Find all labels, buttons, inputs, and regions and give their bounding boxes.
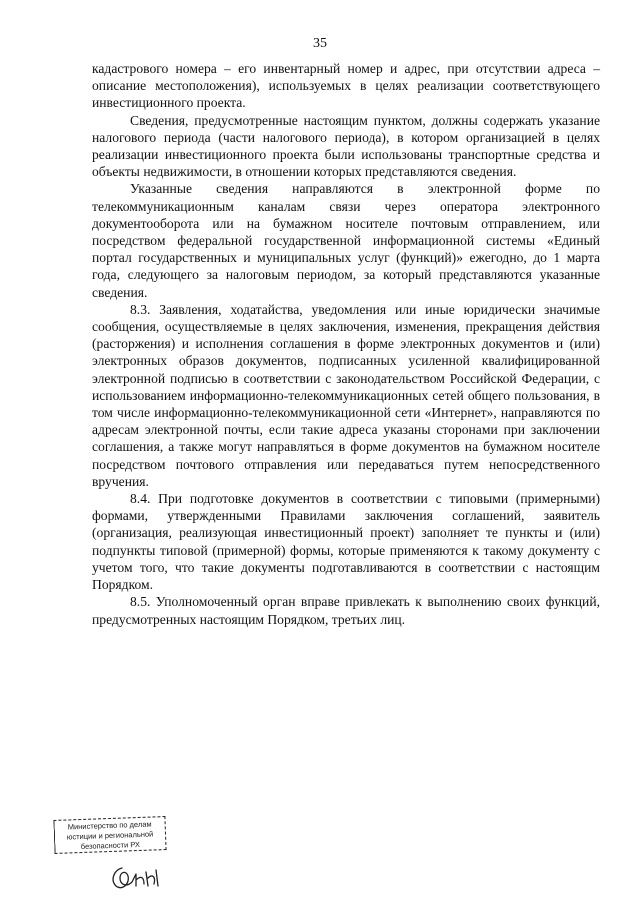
stamp-line-1: Министерство по делам: [67, 819, 152, 832]
paragraph-submission-channels: Указанные сведения направляются в электронной форме по телекоммуникационным каналам связи через оператора электронного документооборота или на бумажном носителе почтовым отправлением, или посредством федеральной государственной информационной системы «Единый портал государственных и муниципальных услуг (функций)» ежегодно, до 1 марта года, следующего за налоговым периодом, за который представляются указанные сведения.: [92, 181, 600, 300]
handwritten-signature: [108, 862, 164, 892]
stamp-line-2: юстиции и региональной: [66, 829, 154, 842]
paragraph-continuation: кадастрового номера – его инвентарный номер и адрес, при отсутствии адреса – описание местоположения), используемых в целях реализации соответствующего инвестиционного проекта.: [92, 61, 600, 111]
paragraph-8-4: 8.4. При подготовке документов в соответствии с типовыми (примерными) формами, утвержденными Правилами заключения соглашений, заявитель (организация, реализующая инвестиционный проект) заполняет те пункты и (или) подпункты типовой (примерной) формы, которые применяются к такому документу с учетом того, что такие документы подготавливаются в соответствии с настоящим Порядком.: [92, 491, 600, 593]
paragraph-8-5: 8.5. Уполномоченный орган вправе привлекать к выполнению своих функций, предусмотренных настоящим Порядком, третьих лиц.: [92, 594, 600, 627]
paragraph-8-3: 8.3. Заявления, ходатайства, уведомления или иные юридически значимые сообщения, осуществляемые в целях заключения, изменения, прекращения действия (расторжения) и исполнения соглашения в форме электронных документов и (или) электронных образов документов, подписанных усиленной квалифицированной электронной подписью в соответствии с законодательством Российской Федерации, с использованием информационно-телекоммуникационных сетей общего пользования, в том числе информационно-телекоммуникационной сети «Интернет», направляются по адресам электронной почты, если такие адреса указаны сторонами при заключении соглашения, а также могут направляться в форме документов на бумажном носителе посредством почтового отправления или передаваться путем непосредственного вручения.: [92, 301, 600, 489]
document-body: [92, 60, 600, 628]
paragraph-period-info: Сведения, предусмотренные настоящим пунктом, должны содержать указание налогового периода (части налогового периода), в котором организацией в целях реализации инвестиционного проекта были использованы транспортные средства и объекты недвижимости, в отношении которых представляются сведения.: [92, 112, 600, 180]
page-number: 35: [313, 36, 327, 51]
ministry-stamp: [53, 816, 166, 854]
stamp-line-3: безопасности РХ: [80, 839, 141, 852]
